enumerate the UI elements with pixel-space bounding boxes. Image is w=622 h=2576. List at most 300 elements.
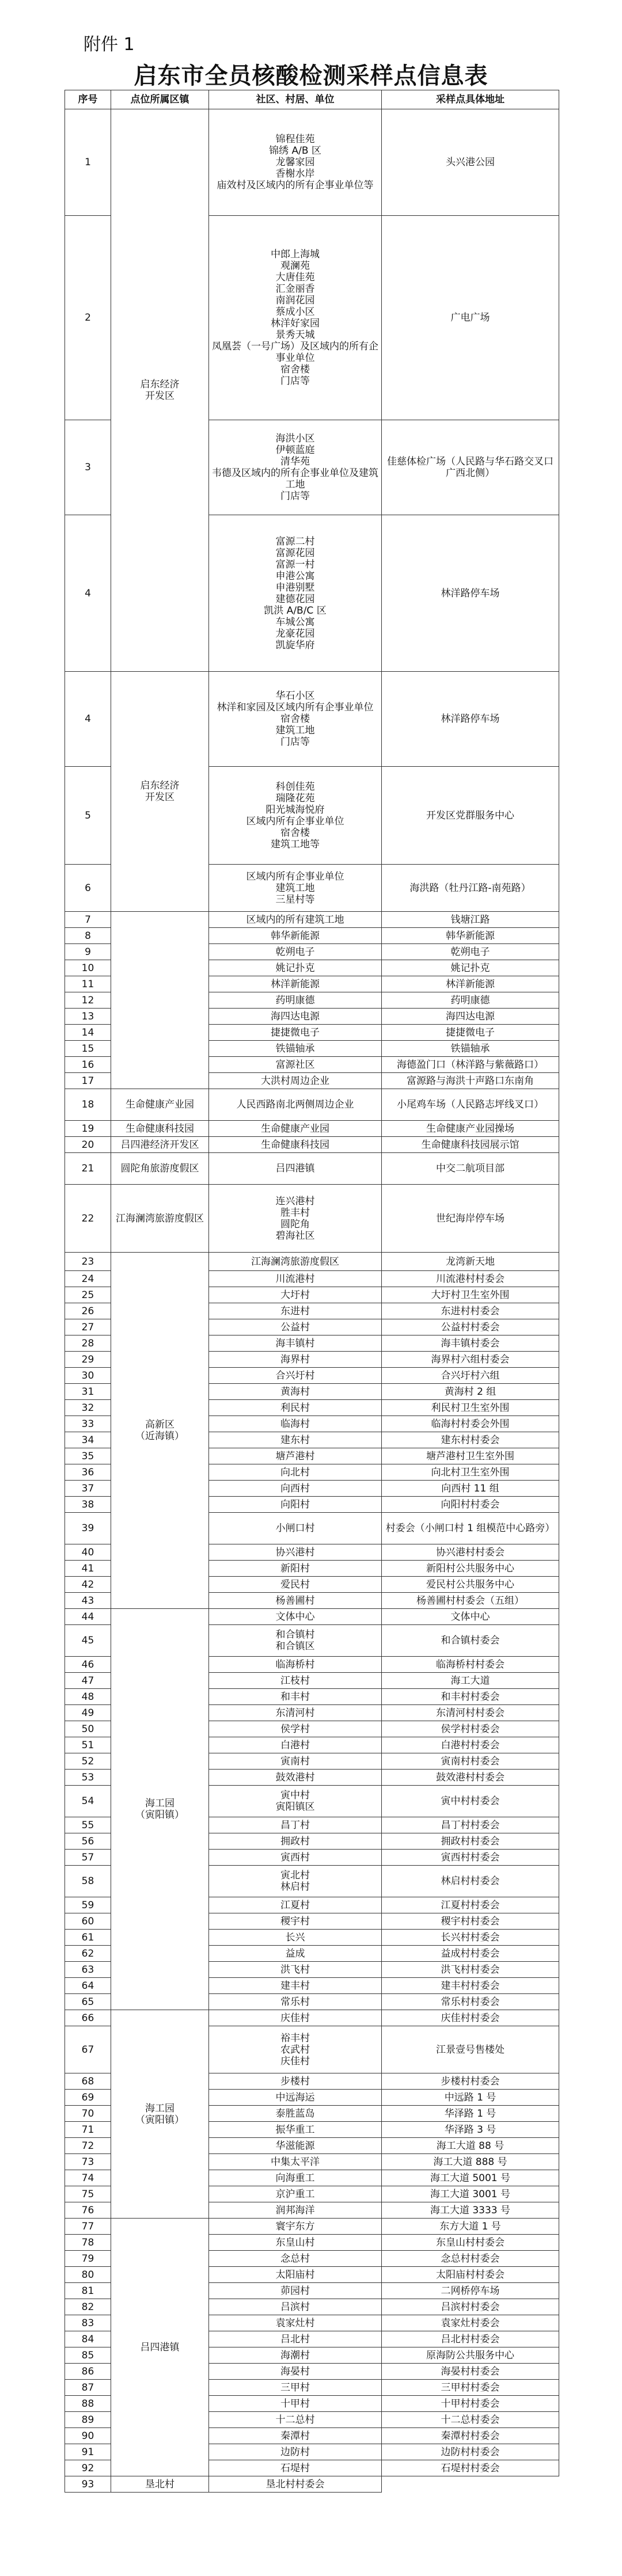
- community-cell: 华滋能源: [209, 2138, 382, 2154]
- sampling-site-table: [65, 90, 559, 2493]
- serial-number-cell: 12: [65, 992, 111, 1009]
- community-cell: 十甲村: [209, 2396, 382, 2412]
- community-cell: 三甲村: [209, 2380, 382, 2396]
- table-row: [65, 1153, 559, 1185]
- address-cell: 开发区党群服务中心: [382, 767, 559, 865]
- address-cell: 村委会（小闸口村 1 组模范中心路旁）: [382, 1513, 559, 1544]
- address-cell: 生命健康产业园操场: [382, 1121, 559, 1137]
- community-cell: 新阳村: [209, 1561, 382, 1577]
- address-cell: 原海防公共服务中心: [382, 2347, 559, 2364]
- serial-number-cell: 34: [65, 1432, 111, 1448]
- community-cell: 锦程佳苑 锦绣 A/B 区 龙馨家园 香榭水岸 庙效村及区域内的所有企事业单位等: [209, 109, 382, 216]
- serial-number-cell: 65: [65, 1994, 111, 2010]
- serial-number-cell: 33: [65, 1416, 111, 1432]
- serial-number-cell: 76: [65, 2202, 111, 2219]
- address-cell: 中交二航项目部: [382, 1153, 559, 1185]
- address-cell: 广电广场: [382, 216, 559, 420]
- serial-number-cell: 89: [65, 2412, 111, 2428]
- serial-number-cell: 29: [65, 1352, 111, 1368]
- address-cell: 三甲村村委会: [382, 2380, 559, 2396]
- community-cell: 垦北村: [111, 2476, 209, 2493]
- community-cell: 海洪小区 伊顿蓝庭 清华苑 韦德及区域内的所有企事业单位及建筑工地 门店等: [209, 420, 382, 515]
- address-cell: 海工大道: [382, 1673, 559, 1689]
- community-cell: 连兴港村 胜丰村 圆陀角 碧海社区: [209, 1185, 382, 1253]
- community-cell: 韩华新能源: [209, 928, 382, 944]
- serial-number-cell: 77: [65, 2219, 111, 2235]
- serial-number-cell: 46: [65, 1657, 111, 1673]
- address-cell: 太阳庙村村委会: [382, 2267, 559, 2283]
- table-row: [65, 1185, 559, 1253]
- serial-number-cell: 38: [65, 1497, 111, 1513]
- address-cell: 世纪海岸停车场: [382, 1185, 559, 1253]
- serial-number-cell: 17: [65, 1073, 111, 1089]
- community-cell: 姚记扑克: [209, 960, 382, 976]
- serial-number-cell: 31: [65, 1384, 111, 1400]
- serial-number-cell: 10: [65, 960, 111, 976]
- address-cell: 秦潭村村委会: [382, 2428, 559, 2444]
- community-cell: 江海澜湾旅游度假区: [209, 1253, 382, 1271]
- attachment-label: 附件 1: [84, 35, 135, 55]
- serial-number-cell: 55: [65, 1817, 111, 1833]
- address-cell: 寅中村村委会: [382, 1786, 559, 1817]
- community-cell: 和合镇村 和合镇区: [209, 1625, 382, 1657]
- serial-number-cell: 81: [65, 2283, 111, 2299]
- serial-number-cell: 51: [65, 1737, 111, 1753]
- serial-number-cell: 14: [65, 1025, 111, 1041]
- district-cell: 启东经济 开发区: [111, 109, 209, 672]
- district-cell: [111, 912, 209, 1089]
- address-cell: 海工大道 3333 号: [382, 2202, 559, 2219]
- serial-number-cell: 66: [65, 2010, 111, 2026]
- address-cell: 十二总村委会: [382, 2412, 559, 2428]
- community-cell: 茆园村: [209, 2283, 382, 2299]
- address-cell: 塘芦港村卫生室外围: [382, 1448, 559, 1464]
- community-cell: 海四达电源: [209, 1009, 382, 1025]
- address-cell: 庆佳村村委会: [382, 2010, 559, 2026]
- address-cell: 和合镇村委会: [382, 1625, 559, 1657]
- community-cell: 白港村: [209, 1737, 382, 1753]
- serial-number-cell: 27: [65, 1319, 111, 1335]
- community-cell: 临海村: [209, 1416, 382, 1432]
- serial-number-cell: 3: [65, 420, 111, 515]
- address-cell: 石堤村村委会: [382, 2460, 559, 2476]
- community-cell: 益成: [209, 1946, 382, 1962]
- address-cell: 爱民村公共服务中心: [382, 1577, 559, 1593]
- community-cell: 拥政村: [209, 1833, 382, 1850]
- address-cell: 垦北村村委会: [209, 2476, 382, 2493]
- serial-number-cell: 54: [65, 1786, 111, 1817]
- community-cell: 庆佳村: [209, 2010, 382, 2026]
- district-cell: 海工园 （寅阳镇）: [111, 2010, 209, 2219]
- address-cell: 海工大道 888 号: [382, 2154, 559, 2170]
- address-cell: 林启村村委会: [382, 1866, 559, 1897]
- serial-number-cell: 22: [65, 1185, 111, 1253]
- serial-number-cell: 42: [65, 1577, 111, 1593]
- serial-number-cell: 13: [65, 1009, 111, 1025]
- address-cell: 文体中心: [382, 1609, 559, 1625]
- community-cell: 振华重工: [209, 2122, 382, 2138]
- address-cell: 东清河村村委会: [382, 1705, 559, 1721]
- address-cell: 生命健康科技园展示馆: [382, 1137, 559, 1153]
- serial-number-cell: 91: [65, 2444, 111, 2460]
- serial-number-cell: 48: [65, 1689, 111, 1705]
- community-cell: 江枝村: [209, 1673, 382, 1689]
- serial-number-cell: 78: [65, 2235, 111, 2251]
- address-cell: 海德盈门口（林洋路与紫薇路口）: [382, 1057, 559, 1073]
- community-cell: 爱民村: [209, 1577, 382, 1593]
- serial-number-cell: 86: [65, 2364, 111, 2380]
- serial-number-cell: 90: [65, 2428, 111, 2444]
- district-cell: 吕四港经济开发区: [111, 1137, 209, 1153]
- serial-number-cell: 28: [65, 1335, 111, 1352]
- serial-number-cell: 18: [65, 1089, 111, 1121]
- serial-number-cell: 9: [65, 944, 111, 960]
- serial-number-cell: 59: [65, 1897, 111, 1913]
- community-cell: 生命健康科技园: [209, 1137, 382, 1153]
- serial-number-cell: 62: [65, 1946, 111, 1962]
- address-cell: 和丰村村委会: [382, 1689, 559, 1705]
- address-cell: 鼓效港村村委会: [382, 1770, 559, 1786]
- table-row: [65, 1137, 559, 1153]
- serial-number-cell: 7: [65, 912, 111, 928]
- address-cell: 杨善圃村村委会（五组）: [382, 1593, 559, 1609]
- address-cell: 向北村卫生室外围: [382, 1464, 559, 1481]
- community-cell: 大洪村周边企业: [209, 1073, 382, 1089]
- table-row: [65, 1121, 559, 1137]
- serial-number-cell: 2: [65, 216, 111, 420]
- serial-number-cell: 71: [65, 2122, 111, 2138]
- community-cell: 边防村: [209, 2444, 382, 2460]
- community-cell: 杨善圃村: [209, 1593, 382, 1609]
- address-cell: 边防村村委会: [382, 2444, 559, 2460]
- community-cell: 捷捷微电子: [209, 1025, 382, 1041]
- table-row: [65, 2476, 559, 2493]
- serial-number-cell: 16: [65, 1057, 111, 1073]
- address-cell: 海工大道 5001 号: [382, 2170, 559, 2186]
- community-cell: 秦潭村: [209, 2428, 382, 2444]
- table-row: [65, 1089, 559, 1121]
- community-cell: 协兴港村: [209, 1544, 382, 1561]
- address-cell: 步楼村村委会: [382, 2073, 559, 2090]
- address-cell: 姚记扑克: [382, 960, 559, 976]
- address-cell: 吕滨村村委会: [382, 2299, 559, 2315]
- serial-number-cell: 44: [65, 1609, 111, 1625]
- address-cell: 林洋新能源: [382, 976, 559, 992]
- serial-number-cell: 92: [65, 2460, 111, 2476]
- address-cell: 林洋路停车场: [382, 672, 559, 767]
- address-cell: 乾朔电子: [382, 944, 559, 960]
- table-body: [65, 109, 559, 2493]
- serial-number-cell: 41: [65, 1561, 111, 1577]
- serial-number-cell: 30: [65, 1368, 111, 1384]
- community-cell: 寅北村 林启村: [209, 1866, 382, 1897]
- serial-number-cell: 70: [65, 2106, 111, 2122]
- address-cell: 建东村村委会: [382, 1432, 559, 1448]
- serial-number-cell: 25: [65, 1287, 111, 1303]
- serial-number-cell: 24: [65, 1271, 111, 1287]
- serial-number-cell: 4: [65, 515, 111, 672]
- serial-number-cell: 56: [65, 1833, 111, 1850]
- address-cell: 吕北村村委会: [382, 2331, 559, 2347]
- community-cell: 步楼村: [209, 2073, 382, 2090]
- community-cell: 鼓效港村: [209, 1770, 382, 1786]
- community-cell: 生命健康产业园: [209, 1121, 382, 1137]
- community-cell: 川流港村: [209, 1271, 382, 1287]
- serial-number-cell: 68: [65, 2073, 111, 2090]
- community-cell: 大圩村: [209, 1287, 382, 1303]
- serial-number-cell: 53: [65, 1770, 111, 1786]
- address-cell: 益成村村委会: [382, 1946, 559, 1962]
- community-cell: 临海桥村: [209, 1657, 382, 1673]
- community-cell: 合兴圩村: [209, 1368, 382, 1384]
- community-cell: 中郎上海城 观澜苑 大唐佳苑 汇金丽香 南润花园 蔡成小区 林洋好家园 景秀天城 凤凰荟（一号广场）及区域内的所有企事业单位 宿舍楼 门店等: [209, 216, 382, 420]
- community-cell: 石堤村: [209, 2460, 382, 2476]
- community-cell: 袁家灶村: [209, 2315, 382, 2331]
- serial-number-cell: 5: [65, 767, 111, 865]
- community-cell: 建丰村: [209, 1978, 382, 1994]
- community-cell: 稷宇村: [209, 1913, 382, 1930]
- community-cell: 寅西村: [209, 1850, 382, 1866]
- community-cell: 寅南村: [209, 1753, 382, 1770]
- serial-number-cell: 36: [65, 1464, 111, 1481]
- serial-number-cell: 6: [65, 865, 111, 912]
- address-cell: 十甲村村委会: [382, 2396, 559, 2412]
- serial-number-cell: 64: [65, 1978, 111, 1994]
- community-cell: 铁锚轴承: [209, 1041, 382, 1057]
- serial-number-cell: 57: [65, 1850, 111, 1866]
- serial-number-cell: 80: [65, 2267, 111, 2283]
- address-cell: 拥政村村委会: [382, 1833, 559, 1850]
- community-cell: 寰宇东方: [209, 2219, 382, 2235]
- serial-number-cell: 21: [65, 1153, 111, 1185]
- community-cell: 太阳庙村: [209, 2267, 382, 2283]
- community-cell: 东进村: [209, 1303, 382, 1319]
- serial-number-cell: 43: [65, 1593, 111, 1609]
- community-cell: 区域内的所有建筑工地: [209, 912, 382, 928]
- community-cell: 京沪重工: [209, 2186, 382, 2202]
- address-cell: 稷宇村村委会: [382, 1913, 559, 1930]
- serial-number-cell: 8: [65, 928, 111, 944]
- district-cell: 高新区 （近海镇）: [111, 1253, 209, 1609]
- serial-number-cell: 32: [65, 1400, 111, 1416]
- community-cell: 小闸口村: [209, 1513, 382, 1544]
- community-cell: 吕四港镇: [209, 1153, 382, 1185]
- serial-number-cell: 60: [65, 1913, 111, 1930]
- serial-number-cell: 82: [65, 2299, 111, 2315]
- community-cell: 向阳村: [209, 1497, 382, 1513]
- address-cell: 头兴港公园: [382, 109, 559, 216]
- community-cell: 人民西路南北两侧周边企业: [209, 1089, 382, 1121]
- serial-number-cell: 35: [65, 1448, 111, 1464]
- address-cell: 长兴村村委会: [382, 1930, 559, 1946]
- serial-number-cell: 61: [65, 1930, 111, 1946]
- community-cell: 裕丰村 农武村 庆佳村: [209, 2026, 382, 2073]
- serial-number-cell: 72: [65, 2138, 111, 2154]
- community-cell: 中远海运: [209, 2090, 382, 2106]
- district-cell: 生命健康科技园: [111, 1121, 209, 1137]
- community-cell: 建东村: [209, 1432, 382, 1448]
- header-district: 点位所属区镇: [111, 90, 209, 109]
- community-cell: 寅中村 寅阳镇区: [209, 1786, 382, 1817]
- serial-number-cell: 15: [65, 1041, 111, 1057]
- address-cell: 念总村村委会: [382, 2251, 559, 2267]
- community-cell: 长兴: [209, 1930, 382, 1946]
- community-cell: 乾朔电子: [209, 944, 382, 960]
- serial-number-cell: 83: [65, 2315, 111, 2331]
- address-cell: 向阳村村委会: [382, 1497, 559, 1513]
- serial-number-cell: 39: [65, 1513, 111, 1544]
- serial-number-cell: 73: [65, 2154, 111, 2170]
- header-address: 采样点具体地址: [382, 90, 559, 109]
- community-cell: 海界村: [209, 1352, 382, 1368]
- address-cell: 海四达电源: [382, 1009, 559, 1025]
- community-cell: 文体中心: [209, 1609, 382, 1625]
- address-cell: 海晏村村委会: [382, 2364, 559, 2380]
- address-cell: 合兴圩村六组: [382, 1368, 559, 1384]
- serial-number-cell: 20: [65, 1137, 111, 1153]
- community-cell: 富源社区: [209, 1057, 382, 1073]
- serial-number-cell: 79: [65, 2251, 111, 2267]
- community-cell: 富源二村 富源花园 富源一村 申港公寓 申港别墅 建德花园 凯洪 A/B/C 区 车城公寓 龙豪花园 凯旋华府: [209, 515, 382, 672]
- address-cell: 药明康德: [382, 992, 559, 1009]
- address-cell: 中远路 1 号: [382, 2090, 559, 2106]
- community-cell: 科创佳苑 瑞隆花苑 阳光城海悦府 区域内所有企事业单位 宿舍楼 建筑工地等: [209, 767, 382, 865]
- community-cell: 泰胜蓝岛: [209, 2106, 382, 2122]
- serial-number-cell: 52: [65, 1753, 111, 1770]
- serial-number-cell: 45: [65, 1625, 111, 1657]
- address-cell: 常乐村村委会: [382, 1994, 559, 2010]
- address-cell: 东皇山村村委会: [382, 2235, 559, 2251]
- district-cell: 海工园 （寅阳镇）: [111, 1609, 209, 2010]
- address-cell: 钱塘江路: [382, 912, 559, 928]
- address-cell: 小尾鸡车场（人民路志坪线叉口）: [382, 1089, 559, 1121]
- table-row: [65, 2219, 559, 2235]
- address-cell: 向西村 11 组: [382, 1481, 559, 1497]
- community-cell: 昌丁村: [209, 1817, 382, 1833]
- serial-number-cell: 63: [65, 1962, 111, 1978]
- community-cell: 向北村: [209, 1464, 382, 1481]
- address-cell: 昌丁村村委会: [382, 1817, 559, 1833]
- address-cell: 龙湾新天地: [382, 1253, 559, 1271]
- address-cell: 公益村村委会: [382, 1319, 559, 1335]
- community-cell: 黄海村: [209, 1384, 382, 1400]
- community-cell: 念总村: [209, 2251, 382, 2267]
- serial-number-cell: 84: [65, 2331, 111, 2347]
- community-cell: 海潮村: [209, 2347, 382, 2364]
- address-cell: 东进村村委会: [382, 1303, 559, 1319]
- address-cell: 白港村村委会: [382, 1737, 559, 1753]
- serial-number-cell: 23: [65, 1253, 111, 1271]
- serial-number-cell: 85: [65, 2347, 111, 2364]
- community-cell: 润邦海洋: [209, 2202, 382, 2219]
- address-cell: 临海桥村村委会: [382, 1657, 559, 1673]
- community-cell: 吕滨村: [209, 2299, 382, 2315]
- address-cell: 侯学村村委会: [382, 1721, 559, 1737]
- community-cell: 江夏村: [209, 1897, 382, 1913]
- community-cell: 区域内所有企事业单位 建筑工地 三星村等: [209, 865, 382, 912]
- serial-number-cell: 11: [65, 976, 111, 992]
- district-cell: 启东经济 开发区: [111, 672, 209, 912]
- table-row: [65, 1253, 559, 1271]
- district-cell: 圆陀角旅游度假区: [111, 1153, 209, 1185]
- address-cell: 铁锚轴承: [382, 1041, 559, 1057]
- address-cell: 川流港村村委会: [382, 1271, 559, 1287]
- community-cell: 华石小区 林洋和家园及区域内所有企事业单位 宿舍楼 建筑工地 门店等: [209, 672, 382, 767]
- address-cell: 协兴港村村委会: [382, 1544, 559, 1561]
- serial-number-cell: 47: [65, 1673, 111, 1689]
- serial-number-cell: 19: [65, 1121, 111, 1137]
- serial-number-cell: 58: [65, 1866, 111, 1897]
- community-cell: 向西村: [209, 1481, 382, 1497]
- district-cell: 吕四港镇: [111, 2219, 209, 2476]
- table-row: [65, 2010, 559, 2026]
- community-cell: 十二总村: [209, 2412, 382, 2428]
- address-cell: 海丰镇村委会: [382, 1335, 559, 1352]
- table-row: [65, 672, 559, 767]
- address-cell: 东方大道 1 号: [382, 2219, 559, 2235]
- community-cell: 和丰村: [209, 1689, 382, 1705]
- community-cell: 利民村: [209, 1400, 382, 1416]
- address-cell: 林洋路停车场: [382, 515, 559, 672]
- table-header-row: [65, 90, 559, 109]
- table-row: [65, 1609, 559, 1625]
- serial-number-cell: 26: [65, 1303, 111, 1319]
- community-cell: 东清河村: [209, 1705, 382, 1721]
- header-community: 社区、村居、单位: [209, 90, 382, 109]
- community-cell: 东皇山村: [209, 2235, 382, 2251]
- community-cell: 中集太平洋: [209, 2154, 382, 2170]
- header-serial: 序号: [65, 90, 111, 109]
- district-cell: 生命健康产业园: [111, 1089, 209, 1121]
- address-cell: 海界村六组村委会: [382, 1352, 559, 1368]
- address-cell: 江景壹号售楼处: [382, 2026, 559, 2073]
- address-cell: 海工大道 3001 号: [382, 2186, 559, 2202]
- address-cell: 韩华新能源: [382, 928, 559, 944]
- community-cell: 吕北村: [209, 2331, 382, 2347]
- serial-number-cell: 4: [65, 672, 111, 767]
- community-cell: 林洋新能源: [209, 976, 382, 992]
- address-cell: 海洪路（牡丹江路-南苑路）: [382, 865, 559, 912]
- community-cell: 常乐村: [209, 1994, 382, 2010]
- address-cell: 临海村村委会外围: [382, 1416, 559, 1432]
- serial-number-cell: 67: [65, 2026, 111, 2073]
- community-cell: 塘芦港村: [209, 1448, 382, 1464]
- community-cell: 海晏村: [209, 2364, 382, 2380]
- address-cell: 利民村卫生室外围: [382, 1400, 559, 1416]
- address-cell: 寅南村村委会: [382, 1753, 559, 1770]
- address-cell: 黄海村 2 组: [382, 1384, 559, 1400]
- address-cell: 华泽路 1 号: [382, 2106, 559, 2122]
- address-cell: 袁家灶村委会: [382, 2315, 559, 2331]
- address-cell: 洪飞村村委会: [382, 1962, 559, 1978]
- community-cell: 公益村: [209, 1319, 382, 1335]
- district-cell: 江海澜湾旅游度假区: [111, 1185, 209, 1253]
- community-cell: 药明康德: [209, 992, 382, 1009]
- serial-number-cell: 74: [65, 2170, 111, 2186]
- community-cell: 向海重工: [209, 2170, 382, 2186]
- table-row: [65, 912, 559, 928]
- serial-number-cell: 37: [65, 1481, 111, 1497]
- serial-number-cell: 87: [65, 2380, 111, 2396]
- serial-number-cell: 40: [65, 1544, 111, 1561]
- address-cell: 江夏村村委会: [382, 1897, 559, 1913]
- serial-number-cell: 50: [65, 1721, 111, 1737]
- serial-number-cell: 49: [65, 1705, 111, 1721]
- address-cell: 寅西村村委会: [382, 1850, 559, 1866]
- serial-number-cell: 93: [65, 2476, 111, 2493]
- serial-number-cell: 88: [65, 2396, 111, 2412]
- address-cell: 建丰村村委会: [382, 1978, 559, 1994]
